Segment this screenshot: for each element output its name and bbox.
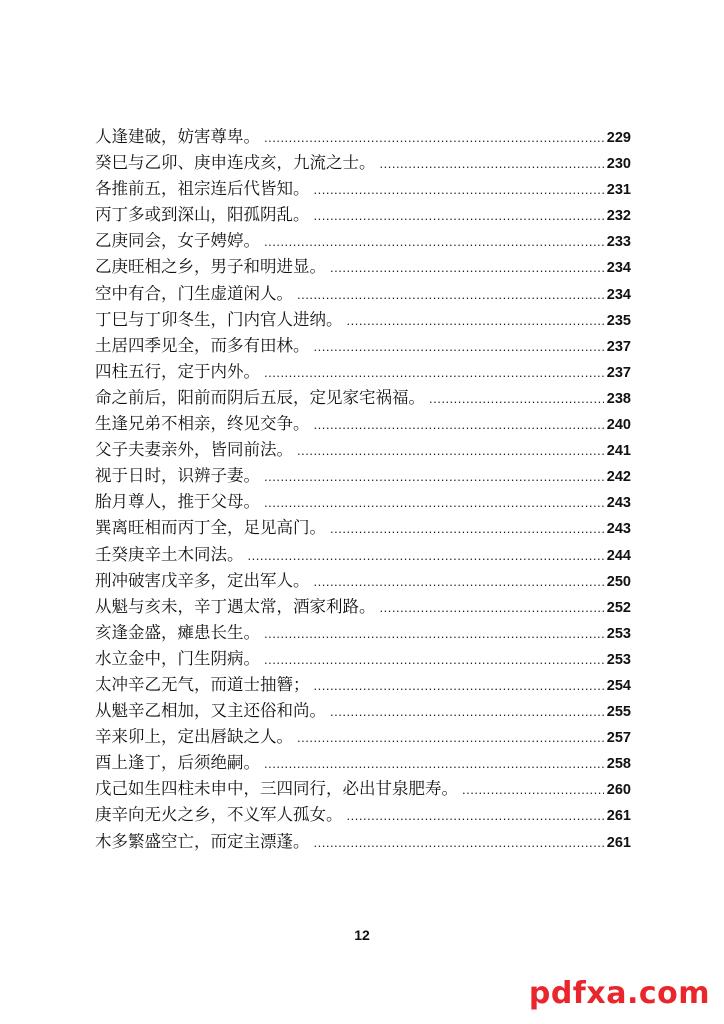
toc-entry-title: 视于日时，识辨子妻。: [95, 466, 260, 486]
toc-entry[interactable]: [95, 385, 631, 411]
toc-entry[interactable]: [95, 672, 631, 698]
toc-entry-page: 243: [606, 495, 631, 512]
toc-entry-page: 252: [606, 599, 631, 616]
toc-entry-page: 255: [606, 704, 631, 721]
toc-entry-title: 木多繁盛空亡，而定主漂蓬。: [95, 831, 310, 851]
toc-dot-leader: [297, 282, 604, 307]
toc-dot-leader: [264, 490, 604, 515]
toc-entry-title: 丙丁多或到深山，阳孤阴乱。: [95, 205, 310, 225]
toc-entry[interactable]: [95, 411, 631, 437]
toc-entry-title: 父子夫妻亲外，皆同前法。: [95, 440, 293, 460]
toc-entry[interactable]: [95, 698, 631, 724]
toc-entry[interactable]: [95, 202, 631, 228]
toc-entry-title: 生逢兄弟不相亲，终见交争。: [95, 414, 310, 434]
toc-dot-leader: [297, 725, 604, 750]
toc-dot-leader: [347, 803, 604, 828]
toc-entry-page: 240: [606, 417, 631, 434]
toc-dot-leader: [314, 334, 604, 359]
toc-dot-leader: [347, 308, 604, 333]
toc-entry-title: 从魁与亥未，辛丁遇太常，酒家利路。: [95, 596, 376, 616]
toc-entry-page: 230: [606, 156, 631, 173]
toc-dot-leader: [330, 255, 604, 280]
toc-entry[interactable]: [95, 542, 631, 568]
toc-entry-title: 壬癸庚辛土木同法。: [95, 544, 244, 564]
toc-entry-title: 太冲辛乙无气，而道士抽簪；: [95, 674, 310, 694]
toc-dot-leader: [264, 229, 604, 254]
toc-dot-leader: [248, 543, 604, 568]
toc-dot-leader: [380, 151, 604, 176]
toc-entry[interactable]: [95, 176, 631, 202]
toc-entry-page: 250: [606, 573, 631, 590]
watermark-logo: pdfxa.com: [528, 976, 710, 1011]
toc-entry-title: 土居四季见全，而多有田林。: [95, 335, 310, 355]
toc-entry[interactable]: [95, 150, 631, 176]
toc-entry-page: 232: [606, 208, 631, 225]
toc-dot-leader: [264, 464, 604, 489]
toc-entry[interactable]: [95, 776, 631, 802]
toc-entry-title: 乙庚同会，女子娉婷。: [95, 231, 260, 251]
toc-dot-leader: [429, 386, 604, 411]
toc-entry[interactable]: [95, 228, 631, 254]
toc-entry[interactable]: [95, 489, 631, 515]
toc-entry[interactable]: [95, 307, 631, 333]
toc-entry-title: 丁巳与丁卯冬生，门内官人进纳。: [95, 309, 343, 329]
toc-entry-page: 253: [606, 625, 631, 642]
toc-dot-leader: [314, 412, 604, 437]
toc-entry-page: 261: [606, 808, 631, 825]
toc-entry-title: 四柱五行，定于内外。: [95, 361, 260, 381]
toc-dot-leader: [314, 177, 604, 202]
toc-entry-page: 260: [606, 782, 631, 799]
toc-entry[interactable]: [95, 750, 631, 776]
toc-entry-page: 237: [606, 338, 631, 355]
toc-entry[interactable]: [95, 515, 631, 541]
toc-entry[interactable]: [95, 437, 631, 463]
toc-entry-title: 水立金中，门生阴病。: [95, 648, 260, 668]
toc-entry-page: 244: [606, 547, 631, 564]
toc-entry-page: 253: [606, 651, 631, 668]
toc-entry-title: 从魁辛乙相加，又主还俗和尚。: [95, 701, 326, 721]
toc-dot-leader: [297, 438, 604, 463]
toc-dot-leader: [462, 777, 604, 802]
toc-dot-leader: [314, 830, 604, 855]
toc-dot-leader: [264, 647, 604, 672]
toc-dot-leader: [264, 360, 604, 385]
toc-dot-leader: [264, 621, 604, 646]
toc-entry[interactable]: [95, 359, 631, 385]
toc-entry-page: 234: [606, 286, 631, 303]
toc-entry-page: 242: [606, 469, 631, 486]
toc-entry-title: 胎月尊人，推于父母。: [95, 492, 260, 512]
toc-entry-title: 酉上逢丁，后须绝嗣。: [95, 753, 260, 773]
toc-entry-title: 空中有合，门生虚道闲人。: [95, 283, 293, 303]
page-number: 12: [354, 927, 370, 943]
toc-entry-title: 戊己如生四柱未申中，三四同行，必出甘泉肥寿。: [95, 779, 458, 799]
toc-entry[interactable]: [95, 620, 631, 646]
toc-entry[interactable]: [95, 646, 631, 672]
toc-entry-title: 人逢建破，妨害尊卑。: [95, 127, 260, 146]
toc-entry[interactable]: [95, 829, 631, 855]
toc-entry-title: 巽离旺相而丙丁全，足见高门。: [95, 518, 326, 538]
toc-entry-title: 辛来卯上，定出唇缺之人。: [95, 727, 293, 747]
toc-dot-leader: [314, 569, 604, 594]
toc-entry-title: 亥逢金盛，瘫患长生。: [95, 622, 260, 642]
toc-entry-title: 庚辛向无火之乡，不义军人孤女。: [95, 805, 343, 825]
toc-entry-title: 乙庚旺相之乡，男子和明进显。: [95, 257, 326, 277]
toc-dot-leader: [330, 516, 604, 541]
toc-entry-page: 234: [606, 260, 631, 277]
toc-entry-page: 243: [606, 521, 631, 538]
toc-entry-page: 231: [606, 182, 631, 199]
toc-entry-page: 261: [606, 834, 631, 851]
toc-entry-page: 233: [606, 234, 631, 251]
toc-entry-page: 254: [606, 677, 631, 694]
toc-dot-leader: [380, 595, 604, 620]
toc-dot-leader: [264, 125, 604, 150]
toc-entry[interactable]: [95, 802, 631, 828]
toc-entry-page: 229: [606, 130, 631, 146]
toc-entry[interactable]: [95, 333, 631, 359]
toc-entry-title: 癸巳与乙卯、庚申连戌亥，九流之士。: [95, 153, 376, 173]
toc-entry[interactable]: [95, 281, 631, 307]
table-of-contents: [95, 124, 631, 855]
toc-dot-leader: [314, 673, 604, 698]
toc-entry-page: 238: [606, 390, 631, 407]
toc-entry[interactable]: [95, 724, 631, 750]
toc-entry[interactable]: [95, 124, 631, 150]
toc-entry[interactable]: [95, 254, 631, 280]
toc-entry[interactable]: [95, 463, 631, 489]
toc-entry-page: 257: [606, 730, 631, 747]
toc-entry-title: 刑冲破害戊辛多，定出军人。: [95, 570, 310, 590]
toc-entry-page: 258: [606, 756, 631, 773]
toc-entry-title: 命之前后，阳前而阴后五辰，定见家宅祸福。: [95, 387, 425, 407]
toc-entry[interactable]: [95, 594, 631, 620]
toc-entry[interactable]: [95, 568, 631, 594]
toc-entry-page: 241: [606, 443, 631, 460]
toc-entry-title: 各推前五，祖宗连后代皆知。: [95, 179, 310, 199]
toc-dot-leader: [330, 699, 604, 724]
toc-entry-page: 235: [606, 312, 631, 329]
toc-dot-leader: [314, 203, 604, 228]
toc-dot-leader: [264, 751, 604, 776]
toc-entry-page: 237: [606, 364, 631, 381]
